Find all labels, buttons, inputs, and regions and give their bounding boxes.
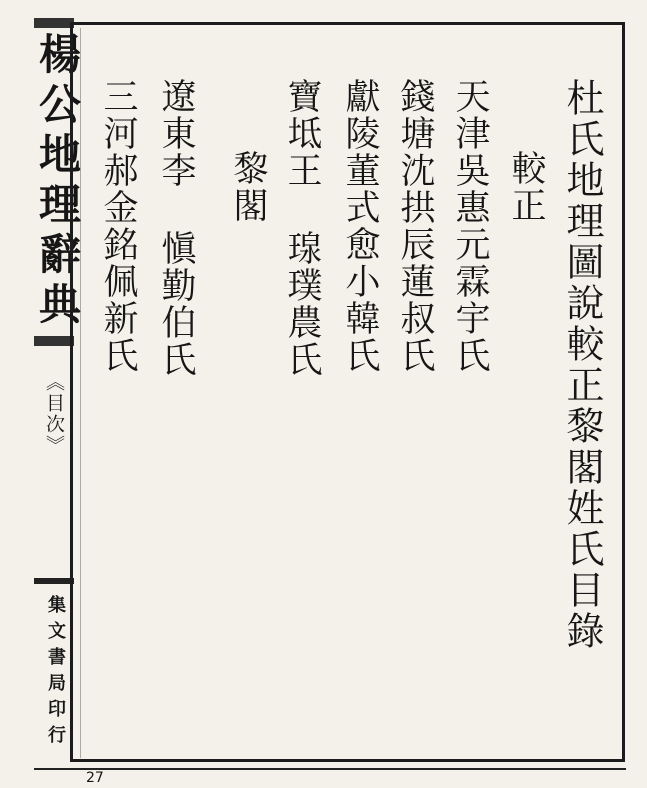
- editor-entry: 天津吳惠元霖宇氏: [450, 78, 490, 374]
- editor-entry: 獻陵董式愈小韓氏: [340, 78, 380, 374]
- bottom-rule: [34, 768, 626, 770]
- side-top-bar: [34, 18, 74, 28]
- editor-entry: 愼勤伯氏: [156, 230, 196, 378]
- book-title: 楊公地理辭典: [33, 32, 82, 332]
- side-title-mark: [34, 336, 74, 346]
- editor-entry: 寶坻王: [282, 78, 322, 189]
- editor-entry: 三河郝金銘佩新氏: [98, 78, 138, 374]
- heading-jiaozheng: 較正: [506, 150, 546, 224]
- heading-liyue: 黎閣: [228, 150, 268, 224]
- inner-rule: [80, 28, 81, 758]
- publisher-imprint: 集文書局印行: [45, 595, 66, 751]
- editor-entry: 遼東李: [156, 78, 196, 189]
- editor-entry: 錢塘沈拱辰蓮叔氏: [395, 78, 435, 374]
- page-title: 杜氏地理圖說較正黎閣姓氏目錄: [560, 78, 604, 652]
- page-number: 27: [86, 770, 104, 786]
- section-subtitle: 《目次》: [43, 372, 65, 456]
- side-publisher-mark: [34, 578, 74, 584]
- editor-entry: 瑔璞農氏: [282, 230, 322, 378]
